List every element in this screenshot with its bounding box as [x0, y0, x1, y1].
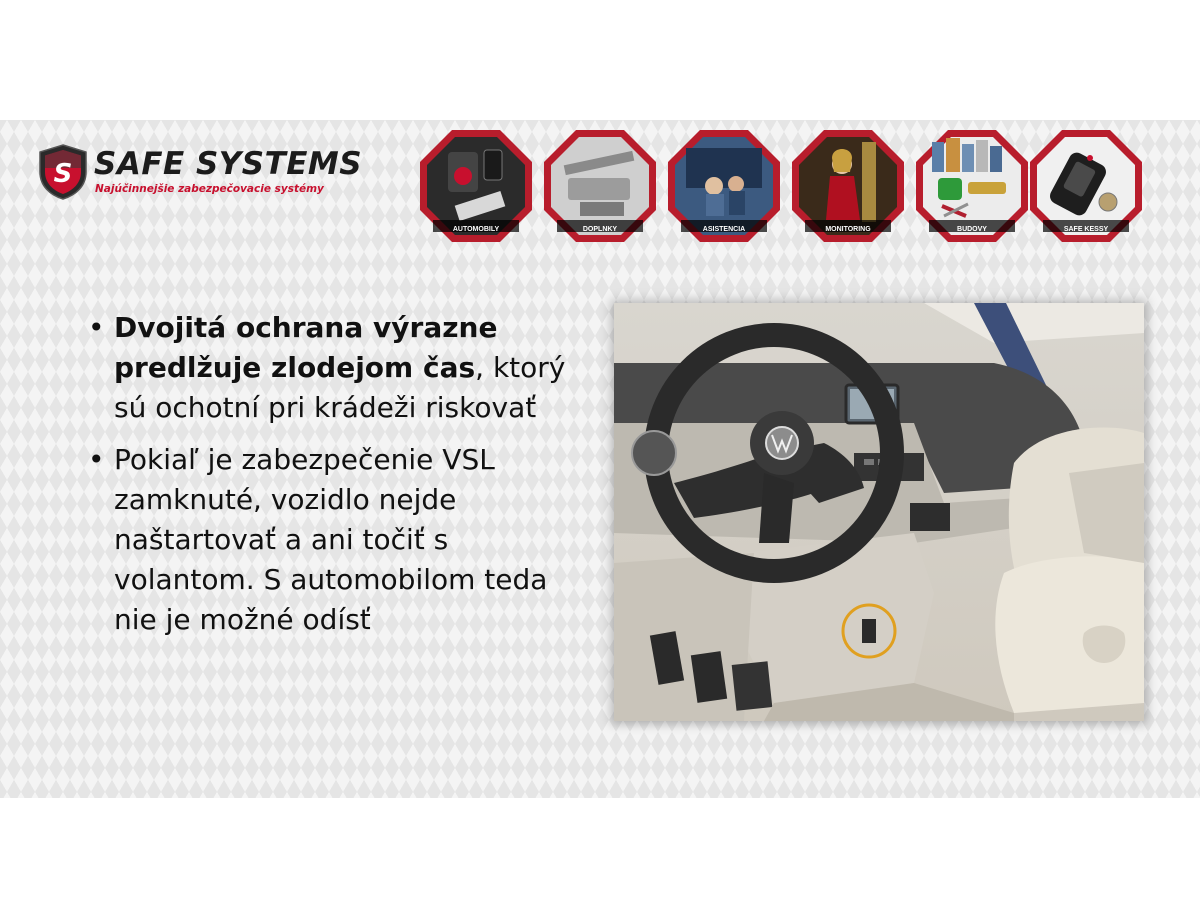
- brand-tagline: Najúčinnejšie zabezpečovacie systémy: [95, 183, 324, 195]
- bullet-item: [88, 308, 588, 428]
- category-automobily[interactable]: [418, 128, 534, 244]
- category-doplnky[interactable]: [542, 128, 658, 244]
- bullet-text: Pokiaľ je zabezpečenie VSL zamknuté, vozidlo nejde naštartovať a ani točiť s volantom. S automobilom teda nie je možné odísť: [114, 443, 548, 636]
- category-label: SAFE KESSY: [1063, 226, 1109, 233]
- brand-name: SAFE SYSTEMS: [94, 146, 363, 182]
- category-asistencia[interactable]: [666, 128, 782, 244]
- bullet-bold-text: Dvojitá ochrana výrazne predlžuje zlodejom čas: [114, 311, 498, 384]
- car-interior-photo: [614, 303, 1144, 721]
- bullet-marker: •: [88, 311, 105, 344]
- bullet-item: [88, 440, 588, 640]
- category-label: MONITORING: [825, 226, 871, 233]
- category-monitoring[interactable]: [790, 128, 906, 244]
- category-label: AUTOMOBILY: [452, 226, 500, 233]
- bullet-marker: •: [88, 443, 105, 476]
- shield-logo-icon: [38, 144, 88, 200]
- category-safe-kessy[interactable]: [1028, 128, 1144, 244]
- category-budovy[interactable]: [914, 128, 1030, 244]
- svg-text:S: S: [53, 159, 73, 189]
- bullet-list: [88, 308, 588, 652]
- bullet-text: , ktorý sú ochotní pri krádeži riskovať: [114, 351, 566, 424]
- category-nav: [418, 128, 1148, 244]
- car-interior-image: [614, 303, 1144, 721]
- brand-logo[interactable]: [38, 144, 398, 200]
- category-label: DOPLNKY: [582, 226, 618, 233]
- category-label: ASISTENCIA: [702, 226, 746, 233]
- category-label: BUDOVY: [957, 226, 987, 233]
